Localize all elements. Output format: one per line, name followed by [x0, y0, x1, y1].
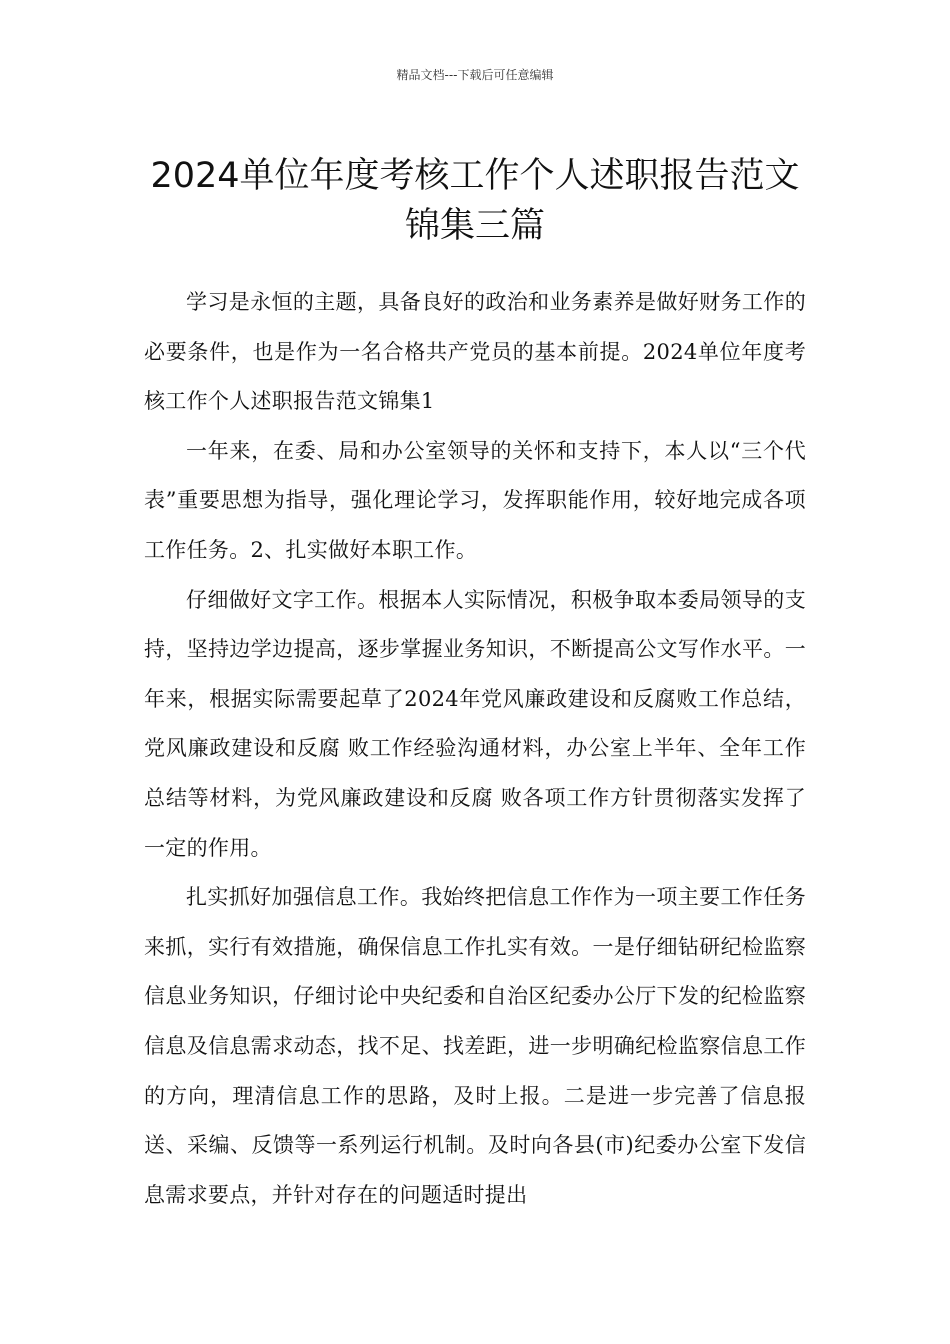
paragraph: 学习是永恒的主题，具备良好的政治和业务素养是做好财务工作的必要条件，也是作为一名合格共产党员的基本前提。2024单位年度考核工作个人述职报告范文锦集1 — [144, 290, 806, 414]
paragraph: 扎实抓好加强信息工作。我始终把信息工作作为一项主要工作任务来抓，实行有效措施，确保信息工作扎实有效。一是仔细钻研纪检监察信息业务知识，仔细讨论中央纪委和自治区纪委办公厅下发的纪检监察信息及信息需求动态，找不足、找差距，进一步明确纪检监察信息工作的方向，理清信息工作的思路，及时上报。二是进一步完善了信息报送、采编、反馈等一系列运行机制。及时向各县(市)纪委办公室下发信息需求要点，并针对存在的问题适时提出 — [144, 885, 806, 1207]
page-header: 精品文档---下载后可任意编辑 — [396, 68, 554, 82]
paragraph: 一年来，在委、局和办公室领导的关怀和支持下，本人以“三个代表”重要思想为指导，强化理论学习，发挥职能作用，较好地完成各项工作任务。2、扎实做好本职工作。 — [144, 438, 806, 562]
document-body — [144, 278, 806, 1220]
paragraph: 仔细做好文字工作。根据本人实际情况，积极争取本委局领导的支持，坚持边学边提高，逐步掌握业务知识，不断提高公文写作水平。一年来，根据实际需要起草了2024年党风廉政建设和反腐败工作总结，党风廉政建设和反腐 败工作经验沟通材料，办公室上半年、全年工作总结等材料，为党风廉政建设和反腐 败各项工作方针贯彻落实发挥了一定的作用。 — [144, 587, 806, 860]
document-title: 2024单位年度考核工作个人述职报告范文锦集三篇 — [150, 156, 800, 247]
